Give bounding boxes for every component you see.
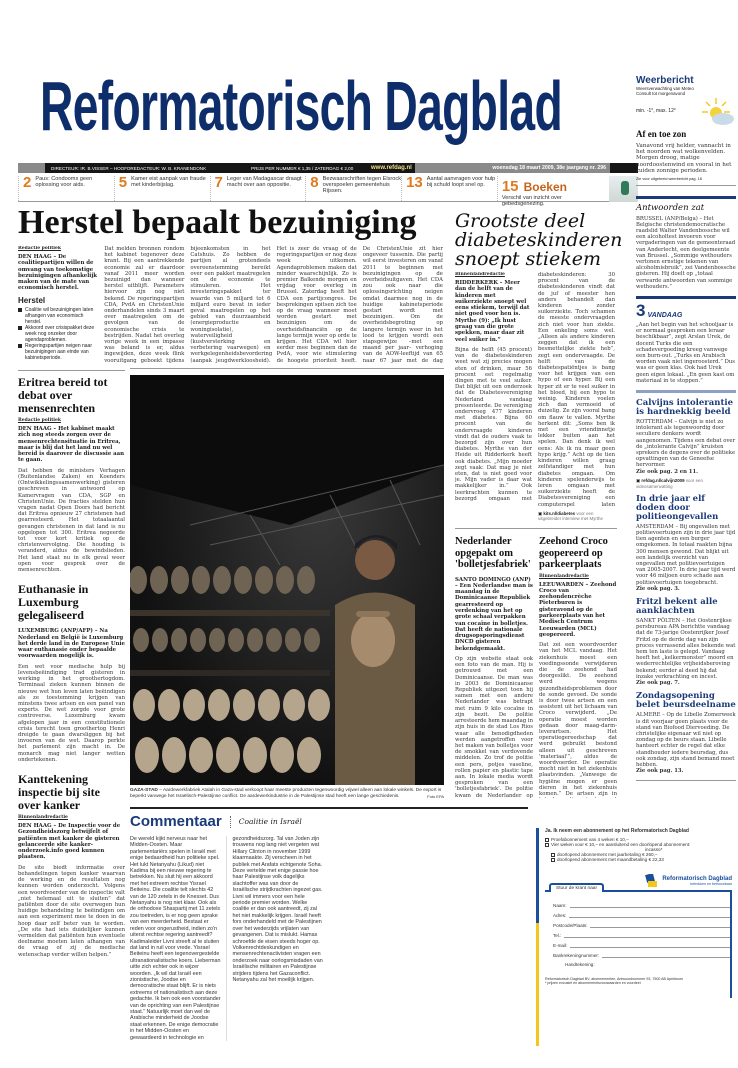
pot xyxy=(247,628,263,652)
commentaar-subtitle: Coalitie in Israël xyxy=(238,817,302,826)
books-thumbnail xyxy=(609,176,638,202)
pot xyxy=(270,737,294,773)
diabetes-link[interactable]: kits.nl/diabetes xyxy=(543,511,576,516)
teaser-text: Leger van Madagascar draagt macht over aan oppositie. xyxy=(226,176,302,189)
brief-ref[interactable]: Zie ook pag. 3. xyxy=(636,585,680,592)
lead-intro: DEN HAAG – Het kabinet maakt zich nog steeds zorgen over de mensenrechtensituatie in Eritrea, maar is blij dat het land nu wel bereid is daarover de discussie aan te gaan. xyxy=(18,426,125,464)
brief-title[interactable]: Calvijns intolerantie is hardnekkig beeld xyxy=(636,398,734,417)
bar-spacer xyxy=(18,163,45,173)
weather-text: Vanavond vrij helder, vannacht in het noorden wat wolkenvelden. Morgen droog, matige noordoostenwind en vooral in het zuiden zonnige perioden. xyxy=(636,142,732,175)
divider xyxy=(636,196,736,199)
lead-intro: DEN HAAG – De coalitiepartijen willen de omvang van toekomstige bezuinigingen afhankelijk maken van de mate van economisch herstel. xyxy=(18,254,98,292)
option-price: € 260,– xyxy=(642,852,658,857)
divider xyxy=(130,807,528,809)
news-photo[interactable] xyxy=(130,375,444,785)
brief-text: SANKT PÖLTEN – Het Oostenrijkse persbureau APA berichtte vandaag dat de 73-jarige Oostenrijker Josef Fritzl op de derde dag van zijn proces verrassend alles bekende wat hem ten laste is gelegd. Vandaag heeft het „kelkermonster” moord en wederrechtelijke vrijheidsberoving bekend; eerder al deed hij dat inzake verkrachting en incest. xyxy=(636,618,736,680)
option-label: Proefabonnement van 4 weken € 10,– xyxy=(551,837,629,842)
pot xyxy=(189,737,213,773)
field-label: Adres: xyxy=(553,913,567,918)
diabetes-link-line xyxy=(538,511,616,522)
rd-logo-icon xyxy=(645,874,659,888)
option-label: doorlopend abonnement met jaarbetaling xyxy=(557,852,641,857)
books-label: Boeken xyxy=(523,180,567,194)
page-number: 13 xyxy=(406,174,423,191)
pot xyxy=(233,689,255,721)
lead-intro: SANTO DOMINGO (ANP) – Een Nederlandse man is maandag in de Dominicaanse Republiek gearresteerd op verdenking van het op grote schaal verpakken van cocaïne in bolletjes. Dat heeft de nationale drugsopsporingsdienst DNCD gisteren bekendgemaakt. xyxy=(455,576,533,652)
field-label: Postcode/Plaats: xyxy=(553,923,588,928)
news-brief xyxy=(636,598,736,686)
commentaar-header xyxy=(130,813,302,830)
lead-intro: DEN HAAG – De Inspectie voor de Gezondheidszorg betwijfelt of patiënten met kanker de gisteren gelanceerde site kanker-onderzoek.info goed kunnen plaatsen. xyxy=(18,822,121,861)
pot xyxy=(228,628,244,652)
teaser[interactable] xyxy=(305,176,401,201)
photo-caption xyxy=(130,788,444,800)
site-url[interactable]: www.refdag.nl xyxy=(365,163,415,173)
brief-ref[interactable]: Zie ook pag. 7. xyxy=(636,680,680,687)
byline: Redactie politiek xyxy=(18,418,61,423)
option-label: doorlopend abonnement met maandbetaling xyxy=(557,857,648,862)
summary-title: Herstel xyxy=(18,295,46,305)
address-field[interactable] xyxy=(553,912,730,918)
pot xyxy=(135,737,159,773)
pot xyxy=(133,628,149,652)
article-eritrea xyxy=(18,376,125,573)
caption-place: GAZA-STAD xyxy=(130,788,158,793)
page-number: 8 xyxy=(310,174,319,191)
commentaar-body xyxy=(130,836,528,1041)
link-note: voor een uitgebreider interview met Myrthe xyxy=(538,511,603,522)
weather-note[interactable]: Zie voor uitgebreid weerbericht pag. 18 xyxy=(636,176,702,181)
pot xyxy=(150,566,168,594)
signature-field[interactable] xyxy=(565,962,730,967)
sun-cloud-icon xyxy=(700,96,736,126)
diabetes-article xyxy=(455,272,615,508)
sub-header: incasso* xyxy=(645,847,663,852)
diabetes-headline[interactable]: Grootste deel diabeteskinderen snoept stiekem xyxy=(455,210,623,270)
pot xyxy=(283,689,305,721)
brief-title[interactable]: Zondagsopening belet beursdeelname xyxy=(636,691,736,711)
article-headline[interactable]: Eritrea bereid tot debat over mensenrechten xyxy=(18,376,108,415)
pot xyxy=(255,566,273,594)
weather-title: Weerbericht xyxy=(636,75,694,86)
lead-intro: LUXEMBURG (ANP/AFP) – Na Nederland en België is Luxemburg het derde land in de Europese Unie waar euthanasie onder bepaalde voorwaarden mogelijk is. xyxy=(18,628,125,660)
pot xyxy=(266,628,282,652)
issue-date: woensdag 18 maart 2009, 38e jaargang nr. 296 xyxy=(415,163,610,173)
page-number: 5 xyxy=(118,174,128,191)
article-body: Op zijn website staat ook een foto van de man. Hij is getrouwd met een Dominicaanse. De man was in 2003 de Dominicaanse Republiek uitgezet toen hij samen met een andere Nederlander was betrapt met ruim 9 kilo cocaïne in zijn bezit. De politie arresteerde hem maandag in zijn huis in de stad Los Rios waar alle benodigdheden werden aangetroffen voor het maken van bolletjes voor de smokkel van verdovende middelen. Zo trof de politie een pers, potjes vaseline, rollen papier en plastic tape aan. In lokale media wordt gesproken van een 'bolletjesfabriek'. De politie kwam de Nederlander op xyxy=(455,656,533,798)
link-icon: ▣ xyxy=(538,511,544,516)
teaser-strip xyxy=(18,174,638,208)
nederlander-headline[interactable]: Nederlander opgepakt om 'bolletjesfabriek' xyxy=(455,536,531,570)
address-tab: Stuur de krant naar xyxy=(549,883,604,892)
weather-minmax: min. -1°, max. 12° xyxy=(636,108,676,114)
masthead-info-bar xyxy=(18,163,638,173)
teaser-text: Verschil van inzicht over gebedsgenezing. xyxy=(501,195,562,208)
news-brief xyxy=(636,495,736,592)
page-number: 15 xyxy=(501,178,519,195)
pot xyxy=(190,628,206,652)
teaser-text: Kamer eist aanpak van fraude met kinderbijslag. xyxy=(131,176,206,189)
zeehond-headline[interactable]: Zeehond Croco geopereerd op parkeerplaats xyxy=(539,536,608,570)
checkbox[interactable] xyxy=(545,843,549,847)
link-icon: ▣ xyxy=(636,477,642,483)
teaser-text: Bezwaarschriften tegen Elsrock overspoelen gemeentehuis Rijssen. xyxy=(322,176,401,195)
pot xyxy=(192,566,210,594)
article-body: De site biedt informatie over behandelingen tegen kanker waarvan de werking en de resultaten nog kunnen worden onderzocht. Volgens een woordvoerder van de inspectie valt „niet helemaal uit te sluiten” dat patiënten door de site overwegen hun huidige behandeling te beëindigen om aan een experiment mee te doen in de hoop daar zelf beter van te worden. „De site had iets duidelijker kunnen vermelden dat patiënten hun eventuele deelname moeten laten afhangen van de vraag of zij de medische wetenschap verder willen helpen.” xyxy=(18,864,125,958)
commentaar-text: De wereld kijkt nerveus naar het Midden-Oosten. Maar parlementariërs spelen in Israël met enige bedaardheid hun politieke spel. Het lukt Netanyahu (Likud) niet Kadima bij een nieuwe regering te betrekken. Nu sluit hij een akkoord met het extreem rechtse Yisrael Beiteinu. Die coalitie telt slechts 42 van de 120 zetels in de Knesset. Dus Netanyahu is nog niet klaar. Ook als de orthodoxe Shaspartij met 11 zetels zou toetreden, is er nog geen sprake van een meerderheid. Bestaat er reden voor ongerustheid, indien zo'n uiterst rechtse regering aantreedt? Kadimaleider Livni streeft al te sluiten dat land in ruil voor vrede. Yisrael Beiteinu heeft een tegenovergestelde ultranationalistische koers. Lieberman uitte zich echter ook in wijzer woorden. „Ik wil dat Israël een zionistische, Joodse en democratische staat blijft. Er is niets extreems of nationalistisch aan deze gedachte. Ik ben ook een voorstander van de oprichting van een Palestijnse staat.” Natuurlijk moet dan wel de Arabische minderheid de Joodse staat erkennen. De enige democratie in het Midden-Oosten en gewaardeerd in technologie en gezondheidszorg. Tal van Joden zijn trouwens nog lang niet vergeten wat Hillary Clinton in november 1999 klaarmaakte. Zij verscheen in het publiek met Arafats echtgenote Soha. Deze vertelde met enige passie hoe haar Palestijnse volk dagelijks slachtoffer was van door de Israëlische strijdkrachten ingezet gas. Livni wil immers voor een hele periode premier worden. Welke coalitie er dan ook aantreedt, zij zal het niet makkelijk krijgen. Israël heeft fors onderhandeld met de Palestijnen over het wederzijds vrijlaten van gevangenen. Dat is mislukt. Hamas schroefde de eisen steeds hoger op. Volkenrechtdeskundigen en mensenrechtenactivisten vragen een onderzoek naar oorlogsmisdaden van Israëlische militairen en Palestijnse strijders tijdens het Gazaconflict. Netanyahu zal het moeilijk krijgen. xyxy=(130,836,323,1041)
subscription-form xyxy=(536,828,736,1046)
lead-intro: LEEUWARDEN – Zeehond Croco van zeehondencrèche Pieterburen is gisteravond op de parkeerplaats van het Medisch Centrum Leeuwarden (MCL) geopereerd. xyxy=(539,581,617,638)
pot xyxy=(183,689,205,721)
field-label: Naam: xyxy=(553,903,567,908)
email-field[interactable] xyxy=(553,942,730,948)
left-column xyxy=(18,376,125,1036)
field-label: Bankrekeningnummer: xyxy=(553,953,600,958)
news-brief xyxy=(636,692,736,774)
pot xyxy=(152,628,168,652)
weather-sub: Weersverwachting van Meteo Consult tot morgenavond xyxy=(636,86,694,96)
pot xyxy=(285,628,301,652)
bar-end xyxy=(610,163,638,173)
pot xyxy=(171,566,189,594)
vandaag-label: VANDAAG xyxy=(647,311,683,319)
divider xyxy=(130,368,444,369)
pot xyxy=(208,689,230,721)
pot xyxy=(216,737,240,773)
teaser[interactable] xyxy=(401,176,497,201)
pot xyxy=(297,566,315,594)
article-kanttekening xyxy=(18,773,125,958)
brief-title[interactable]: In drie jaar elf doden door politieongevallen xyxy=(636,493,719,522)
article-headline[interactable]: Kanttekening inspectie bij site over kanker xyxy=(18,771,100,812)
article-euthanasie xyxy=(18,583,125,763)
brief-ref[interactable]: Zie ook pag. 2 en 11. xyxy=(636,468,699,475)
sidebar xyxy=(636,75,736,781)
pot xyxy=(308,689,330,721)
address-section xyxy=(545,886,732,998)
postcode-field[interactable] xyxy=(553,922,730,928)
brief-link[interactable]: refdag.nl/calvijn2009 xyxy=(641,477,685,483)
article-body: Bijna de helft (45 procent) van de diabeteskinderen weet wat zij precies mogen eten of drinken, maar 56 procent eet regelmatig dingen met te veel suiker. Dat blijkt uit een onderzoek dat de Diabetesvereniging Nederland vandaag presenteerde. De vereniging ondervroeg 477 kinderen met diabetes. Bijna 60 procent van de ondervraagde kinderen vindt dat de ouders vaak te bezorgd zijn over hun diabetes. Myrthe van der Heide uit Ridderkerk heeft ook diabetes. „Mijn moeder zegt vaak: Dat mag je niet eten, dat is niet goed voor je. Mijn vader is daar wat makkelijker in.” Ook leerkrachten kunnen te bezorgd omgaan met diabeteskinderen: 30 procent van de diabeteskinderen vindt dat de juf of meester hen anders behandelt dan kinderen zonder suikerziekte. Toch schamen de meeste ondervraagden zich niet voor hun ziekte. Een enkeling soms wel. „Alleen als andere kinderen zeggen dat ik een besmettelijke ziekte heb”, zegt een ondervraagde. De helft van de diabetespatiëntjes is bang voor het krijgen van een hypo of een hyper. Bij een hyper zit er te veel suiker in het bloed, bij een hypo te weinig. Kinderen voelen zich dan vermoeid of duizelig. Ze zijn vooral bang om flauw te vallen. Myrthe herkent dit: „Soms ben ik met een vriendinnetje lekker buiten aan het spelen. Dan denk ik wel eens: Als ik nu maar geen hypo krijg.” Acht op de tien kinderen willen graag zelfstandiger met hun diabetes omgaan. Om kinderen spelenderwijs te leren omgaan met suikerziekte heeft de Diabetesvereniging een computerspel laten xyxy=(455,272,615,508)
zeehond-article xyxy=(539,536,617,798)
weather-headline: Af en toe zon xyxy=(636,129,687,139)
brief-text: ALMERE – Op de Libelle Zomerweek is dit voorjaar geen plaats voor de stand van Biofood Diervoeding. De christelijke eigenaar wil niet op zondag op de beurs staan. Libelle hanteert echter de regel dat elke standhouder iedere beursdag, dus ook zondag, zijn stand bemand moet hebben. xyxy=(636,712,736,768)
byline: Binnenlandredactie xyxy=(539,573,589,579)
lead-article xyxy=(18,246,443,364)
pot xyxy=(158,689,180,721)
checkbox[interactable] xyxy=(551,858,555,862)
article-body: Dat hebben de ministers Verhagen (Buitenlandse Zaken) en Koenders (Ontwikkelingssamenwerking) gisteren geschreven in antwoord op Kamervragen van CDA, SGP en ChristenUnie. De fracties stelden hun vragen nadat Open Doors had bericht dat Eritrea opnieuw 27 christenen had gearresteerd. Het totaalaantal gevangen christenen in dat land is nu opgelopen tot 300. Eritrea negeerde tot voor kort kritiek op de christenvervolging. Die houding is veranderd, aldus de bewindslieden. Het land staat nu in elk geval weer open voor gesprek over de mensenrechten. xyxy=(18,467,125,574)
brief-title[interactable]: Fritzl bekent alle aanklachten xyxy=(636,597,718,617)
divider xyxy=(455,528,617,529)
brief-text: AMSTERDAM – Bij ongevallen met politievoertuigen zijn in drie jaar tijd tien agenten en een burger omgekomen. In totaal raakten bijna 300 mensen gewond. Dat blijkt uit een landelijk overzicht van ongevallen met politievoertuigen van 2005-2007. In drie jaar tijd werd voor 46 miljoen euro schade aan politievoertuigen toegebracht. xyxy=(636,523,736,586)
teaser[interactable] xyxy=(210,176,306,201)
field-label: Handtekening: xyxy=(565,962,595,967)
price-line: PRIJS PER NUMMER € 1,35 / ZATERDAG € 2,00 xyxy=(245,163,365,173)
commentaar-title: Commentaar xyxy=(130,813,222,830)
lead-intro: RIDDERKERK – Meer dan de helft van de kinderen met suikerziekte snoept wel eens stiekem, terwijl dat niet goed voor hen is. Myrthe (9): „Ik hust graag van die grote spekken, maar daar zit veel suiker in.” xyxy=(455,280,530,343)
divider xyxy=(636,390,736,393)
teaser[interactable] xyxy=(18,176,114,201)
field-label: Tel.: xyxy=(553,933,562,938)
news-brief xyxy=(636,399,736,489)
caption-text: – Aardewerkfabriek Atalah in Gaza-stad verkoopt haar meeste producten tegenwoordig vrijwel alleen aan lokale winkels. De export is beperkt vanwege het Israëlisch-Palestijnse conflict. De aardewerkindustrie in de Palestijnse stad heeft een lange geschiedenis. xyxy=(130,788,442,799)
photo-credit: Foto EPA xyxy=(427,793,444,799)
teaser-text: Aantal aanvragen voor hulp bij schuld loopt snel op. xyxy=(426,176,496,189)
pot xyxy=(130,566,147,594)
logo-text: Reformatorisch Dagblad xyxy=(662,876,732,882)
page-number: 7 xyxy=(214,174,223,191)
pot xyxy=(209,628,225,652)
summary-item: Coalitie wil bezuinigingen laten afhangen van economisch herstel. xyxy=(18,307,98,325)
divider xyxy=(18,370,125,371)
pot xyxy=(213,566,231,594)
antwoorden-text: BRUSSEL (ANP/Belga) – Het Belgische christendemocratische raadslid Walter Vandenbossche wil een alcoholtest invoeren voor vergaderingen van de gemeenteraad van Anderlecht, een deelgemeente van Brussel. „Sommige wethouders vertonen ernstige tekenen van alcoholmisbruik”, zei Vandenbossche gisteren. Hij doelt op „totaal verwarde antwoorden van sommige wethouders.” xyxy=(636,215,736,290)
newspaper-name: Reformatorisch Dagblad xyxy=(40,67,563,145)
article-body: Dat zei een woordvoerder van het MCL vandaag. Het ziekenhuis moest een voedingssonde verwijderen die de zeehond had doorgeslikt. De zeehond werd wegens gezondheidsproblemen door de sonde gevoed. De sonde is door twee artsen en een assistent uit het lichaam van Croco verwijderd. „De operatie moest worden gedaan door maag-darm-leverartsen. Het operatiegereedschap dat werd gebruikt bestond alleen uit geschreven 'materiaal'”, aldus de woordvoerder. De operatie mocht niet in het ziekenhuis plaatsvinden. „Vanwege de hygiëne mogen er geen dieren in het ziekenhuis komen.” De artsen zijn in xyxy=(539,642,617,798)
teaser[interactable] xyxy=(114,176,210,201)
form-footer: Reformatorisch Dagblad BV, abonnementen, Antwoordnummer 93, 7500 AB Apeldoorn xyxy=(545,977,684,981)
byline: Binnenlandredactie xyxy=(18,814,68,820)
pot xyxy=(276,566,294,594)
summary-box xyxy=(18,296,98,361)
byline: Redactie politiek xyxy=(18,246,61,251)
pot xyxy=(171,628,187,652)
option-price: € 22,33 xyxy=(648,857,664,862)
name-field[interactable] xyxy=(553,902,730,908)
byline: Binnenlandredactie xyxy=(455,272,505,277)
field-label: E-mail: xyxy=(553,943,568,948)
form-title: Ja. Ik neem een abonnement op het Reformatorisch Dagblad xyxy=(545,828,689,834)
pot xyxy=(243,737,267,773)
pot xyxy=(258,689,280,721)
vandaag-number: 3 xyxy=(636,300,646,320)
option-monthly[interactable] xyxy=(545,857,736,862)
article-body: Dat melden bronnen rondom het kabinet tegenover deze krant. Bij een aantrekkende economie zal er daardoor vanaf 2011 meer worden bezuinigd dan wanneer herstel uitblijft. Parameters hiervoor zijn nog niet bekend. De regeringspartijen CDA, PvdA en ChristenUnie onderhandelen sinds 3 maart over maatregelen om de gevolgen van de economische crisis te bestrijden. Nadat het overleg vorige week in een impasse was beland is er, aldus ingewijden, deze week flink vooruitgang geboekt tijdens bijeenkomsten in het Catshuis. Zo hebben de partijen al grotendeels overeenstemming bereikt over een pakket maatregelen om de economie te stimuleren. Het investeringspakket ter waarde van 5 miljard tot 6 miljard euro bevat in ieder geval maatregelen op het gebied van duurzaamheid (energieproductie en woningisolatie), waterveiligheid (kustversterking en verbetering vaarwegen) en werkgelegenheidsbevordering (aanpak jeugdwerkloosheid). Het is zeer de vraag of de regeringspartijen er nog deze week uitkomen. Agendaproblemen maken dat minder waarschijnlijk. Zo is premier Balkende morgen en vrijdag voor overleg in Brussel. Zaterdag heeft het CDA een partijcongres. De besprekingen spitsen zich toe op de vraag wanneer moet worden gestart met bezuinigen om de overheidsfinanciën op de lange termijn weer op orde te krijgen. Het CDA wil hier eerder mee beginnen dan de PvdA, voor wie stimulering de hoogste prioriteit heeft. De ChristenUnie zit hier ongeveer tussenin. Die partij wil eerst investeren om vanaf 2011 te beginnen met bezuinigingen op de overheidsuitgaven. Het CDA zou ook naar die oplossingsrichting neigen omdat daarmee nog in de huidige kabinetsperiode gestart wordt met bezuinigen. Om de overheidsbegroting op langere termijn weer in het lood te krijgen wordt een stapsgewijze –met een maand per jaar– verhoging van de AOW-leeftijd van 65 naar 67 jaar met de dag xyxy=(104,246,443,364)
vandaag-text: „Aan het begin van het schooljaar is er normaal gesproken een leraar beschikbaar”, zegt Arslan Urek, de docent Turks die een schadevergoeding kreeg vanwege een burn-out. „Turks en Arabisch worden vaak niet ingeroosterd.” Dus was er geen klas. Ook had Urek geen eigen lokaal. „En geen kast om materiaal in te stoppen.” xyxy=(636,321,736,384)
brief-text: ROTTERDAM – Calvijn is niet zo intolerant als tegenwoordig door seculiere denkers wordt aangenomen. Tijdens een debat over de „intolerante Calvijn” kruisten sprekers de degens over de politieke opvattingen van de Geneefse hervormer. xyxy=(636,419,736,469)
option-label: Vier weken voor € 10,– en aansluitend een doorlopend abonnement: xyxy=(551,842,691,847)
pot xyxy=(234,566,252,594)
pot xyxy=(162,737,186,773)
pot xyxy=(133,689,155,721)
summary-item: Regeringspartijen neigen naar bezuinigingen aan einde van kabinetsperiode. xyxy=(18,343,98,361)
divider xyxy=(636,296,736,299)
pot xyxy=(297,737,321,773)
page-number: 2 xyxy=(23,174,32,191)
link-note: voor een videosamenvatting xyxy=(636,477,703,489)
pot xyxy=(304,628,320,652)
antwoorden-title: Antwoorden zat xyxy=(636,202,705,213)
article-body: Een wet voor medische hulp bij levensbeëindiging trad gisteren in werking in het groothertogdom. Terminaal zieken kunnen binnen de nieuwe wet hun leven laten beëindigen als ze toestemming krijgen van minstens twee artsen en een panel van experts. De wet zorgde voor grote controverse. Luxemburg kwam afgelopen jaar in een constitutionele crisis terecht toen groothertog Henri dreigde te gaan dwarsliggen bij het invoeren van de wet. Daarop perkte het parlement zijn macht in. De monarch mag niet langer wetten ondertekenen. xyxy=(18,663,125,763)
director-line: DIRECTEUR: IR. B.VISSER – HOOFDREDACTEUR: W. B. KRANENDONK xyxy=(45,163,245,173)
teaser-books[interactable] xyxy=(497,176,638,208)
nederlander-article xyxy=(455,536,533,798)
form-footnote: * prijzen excusief en abonnementsvoorwaarden en voordeel xyxy=(545,981,641,985)
phone-field[interactable] xyxy=(553,932,730,938)
pottery-factory-image xyxy=(130,375,444,785)
bank-account-field[interactable] xyxy=(553,952,730,958)
summary-item: Akkoord over crisispakket deze week nog onzeker door agendaproblemen. xyxy=(18,325,98,343)
article-headline[interactable]: Euthanasie in Luxemburg gelegaliseerd xyxy=(18,582,89,623)
brief-ref[interactable]: Zie ook pag. 13. xyxy=(636,768,684,775)
masthead-title xyxy=(40,66,640,145)
logo-tagline: betrokken en betrouwbaar xyxy=(690,882,732,886)
teaser-text: Paus: Condooms geen oplossing voor aids. xyxy=(35,176,93,189)
lead-headline[interactable]: Herstel bepaalt bezuiniging xyxy=(18,204,417,241)
